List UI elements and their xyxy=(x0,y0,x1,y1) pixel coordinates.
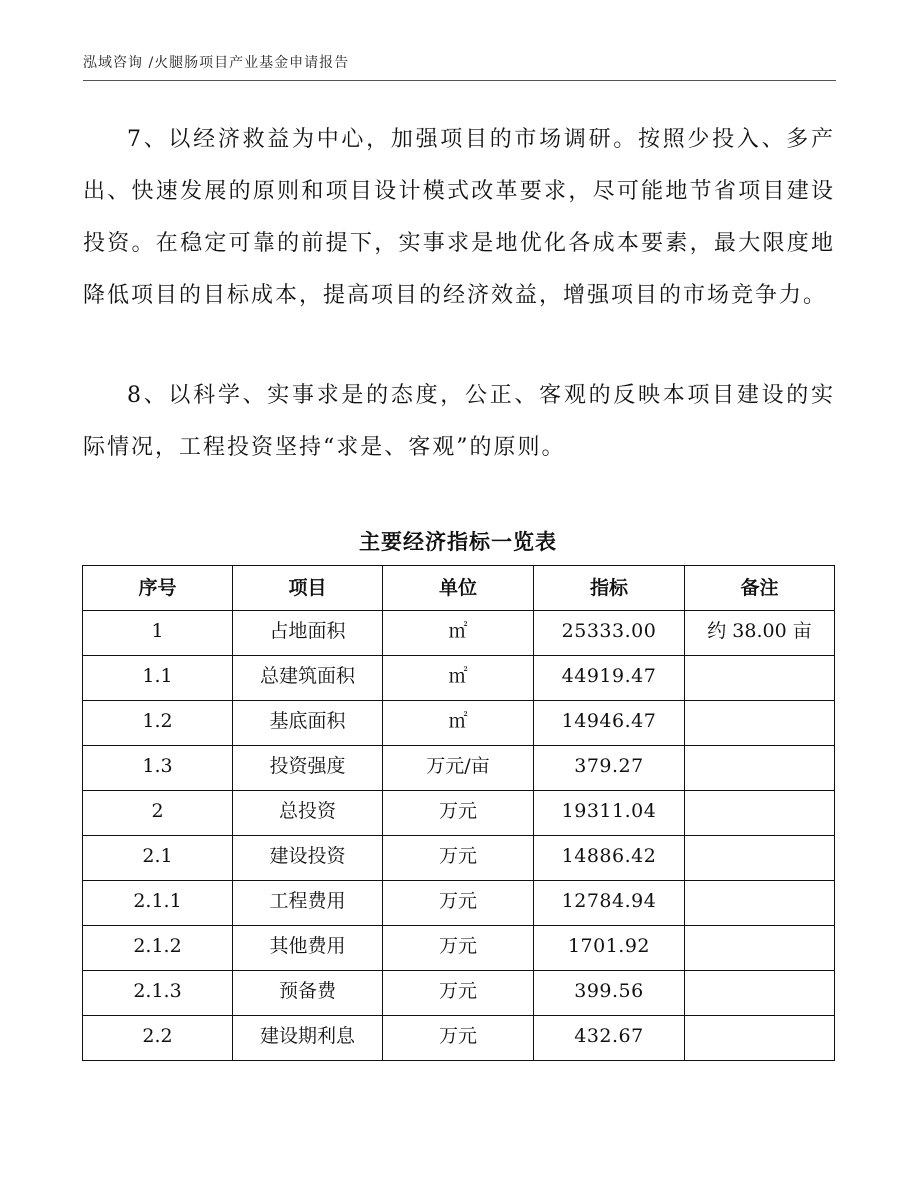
cell-remark xyxy=(685,701,835,746)
header-indicator: 指标 xyxy=(534,566,685,611)
cell-unit: 万元 xyxy=(383,1016,534,1061)
cell-unit: 万元 xyxy=(383,791,534,836)
cell-indicator: 44919.47 xyxy=(534,656,685,701)
cell-item: 建设期利息 xyxy=(233,1016,383,1061)
header-unit: 单位 xyxy=(383,566,534,611)
cell-remark xyxy=(685,656,835,701)
cell-seq: 1.2 xyxy=(83,701,233,746)
cell-indicator: 1701.92 xyxy=(534,926,685,971)
cell-remark xyxy=(685,971,835,1016)
paragraph-8: 8、以科学、实事求是的态度，公正、客观的反映本项目建设的实际情况，工程投资坚持“求是、客观”的原则。 xyxy=(83,383,835,460)
cell-item: 预备费 xyxy=(233,971,383,1016)
cell-indicator: 14886.42 xyxy=(534,836,685,881)
table-row xyxy=(83,701,835,746)
cell-seq: 2.1 xyxy=(83,836,233,881)
table-row xyxy=(83,656,835,701)
cell-item: 建设投资 xyxy=(233,836,383,881)
header-divider xyxy=(83,80,836,81)
cell-seq: 2.1.1 xyxy=(83,881,233,926)
page-header: 泓域咨询 /火腿肠项目产业基金申请报告 xyxy=(83,55,350,71)
cell-seq: 2.2 xyxy=(83,1016,233,1061)
cell-item: 总建筑面积 xyxy=(233,656,383,701)
cell-seq: 1.3 xyxy=(83,746,233,791)
cell-seq: 2.1.3 xyxy=(83,971,233,1016)
table-row xyxy=(83,926,835,971)
table-row xyxy=(83,836,835,881)
cell-item: 投资强度 xyxy=(233,746,383,791)
cell-remark xyxy=(685,836,835,881)
cell-unit: ㎡ xyxy=(383,701,534,746)
cell-remark xyxy=(685,746,835,791)
cell-remark xyxy=(685,791,835,836)
table-row xyxy=(83,746,835,791)
cell-unit: ㎡ xyxy=(383,656,534,701)
cell-indicator: 14946.47 xyxy=(534,701,685,746)
cell-item: 总投资 xyxy=(233,791,383,836)
cell-remark xyxy=(685,926,835,971)
cell-remark xyxy=(685,1016,835,1061)
cell-indicator: 25333.00 xyxy=(534,611,685,656)
table-row xyxy=(83,971,835,1016)
cell-item: 占地面积 xyxy=(233,611,383,656)
cell-unit: ㎡ xyxy=(383,611,534,656)
cell-indicator: 19311.04 xyxy=(534,791,685,836)
table-row xyxy=(83,1016,835,1061)
cell-item: 工程费用 xyxy=(233,881,383,926)
cell-indicator: 379.27 xyxy=(534,746,685,791)
table-header-row xyxy=(83,566,835,611)
cell-unit: 万元/亩 xyxy=(383,746,534,791)
cell-indicator: 12784.94 xyxy=(534,881,685,926)
cell-item: 其他费用 xyxy=(233,926,383,971)
cell-seq: 1.1 xyxy=(83,656,233,701)
cell-unit: 万元 xyxy=(383,926,534,971)
table-row xyxy=(83,611,835,656)
cell-seq: 2.1.2 xyxy=(83,926,233,971)
cell-remark: 约 38.00 亩 xyxy=(685,611,835,656)
table-title: 主要经济指标一览表 xyxy=(359,529,557,554)
cell-unit: 万元 xyxy=(383,881,534,926)
cell-seq: 1 xyxy=(83,611,233,656)
cell-unit: 万元 xyxy=(383,971,534,1016)
paragraph-7: 7、以经济救益为中心，加强项目的市场调研。按照少投入、多产出、快速发展的原则和项目设计模式改革要求，尽可能地节省项目建设投资。在稳定可靠的前提下，实事求是地优化各成本要素，最大限度地降低项目的目标成本，提高项目的经济效益，增强项目的市场竞争力。 xyxy=(83,127,835,308)
header-remark: 备注 xyxy=(685,566,835,611)
cell-item: 基底面积 xyxy=(233,701,383,746)
table-row xyxy=(83,791,835,836)
cell-seq: 2 xyxy=(83,791,233,836)
cell-remark xyxy=(685,881,835,926)
cell-indicator: 432.67 xyxy=(534,1016,685,1061)
cell-unit: 万元 xyxy=(383,836,534,881)
header-item: 项目 xyxy=(233,566,383,611)
header-seq: 序号 xyxy=(83,566,233,611)
cell-indicator: 399.56 xyxy=(534,971,685,1016)
table-row xyxy=(83,881,835,926)
economic-indicators-table xyxy=(82,565,835,1061)
